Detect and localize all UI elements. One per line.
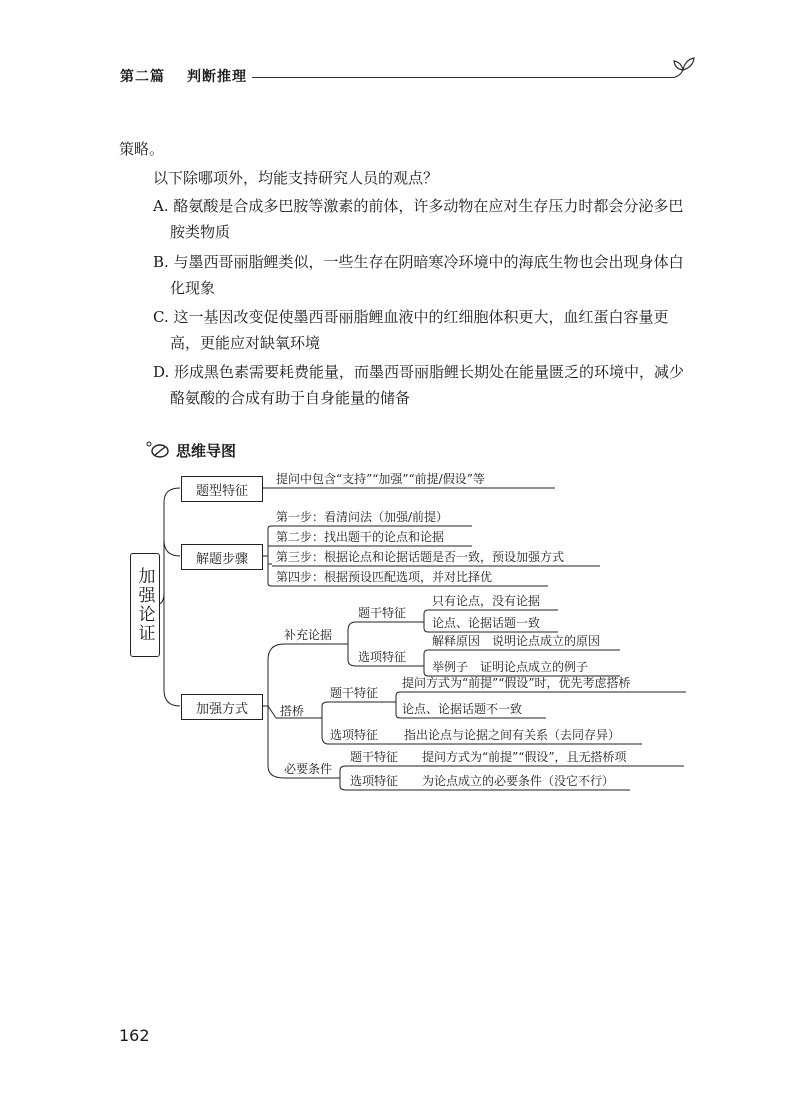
option-a-line1: A. 酪氨酸是合成多巴胺等激素的前体，许多动物在应对生存压力时都会分泌多巴 (153, 197, 684, 215)
sub-bridging: 搭桥 (280, 704, 305, 718)
node-solving-steps (181, 544, 263, 570)
mindmap-root-node (130, 553, 160, 657)
leaf-question-features: 提问中包含“支持”“加强”“前提/假设”等 (276, 472, 485, 486)
supplement-stem-features: 题干特征 (358, 606, 407, 620)
necessary-option-leaf: 为论点成立的必要条件（没它不行） (422, 774, 615, 788)
bridge-option-features: 选项特征 (330, 728, 379, 742)
step-4: 第四步：根据预设匹配选项，并对比择优 (276, 570, 493, 584)
chapter-label: 第二篇 (120, 69, 165, 85)
mindmap-title: 思维导图 (176, 442, 237, 460)
supplement-stem-leaf-2: 论点、论据话题一致 (432, 616, 541, 630)
node-label: 加强方式 (195, 701, 248, 717)
option-c-line1: C. 这一基因改变促使墨西哥丽脂鲤血液中的红细胞体积更大，血红蛋白容量更 (153, 308, 669, 326)
sub-supplement-evidence: 补充论据 (284, 628, 333, 642)
node-label: 解题步骤 (195, 551, 248, 567)
node-label: 题型特征 (195, 483, 248, 499)
option-c-line2: 高，更能应对缺氧环境 (170, 334, 321, 352)
step-1: 第一步：看清问法（加强/前提） (276, 510, 449, 524)
node-question-features (181, 476, 263, 502)
option-a-line2: 胺类物质 (170, 223, 231, 241)
root-label: 加强论证 (134, 567, 155, 643)
bridge-stem-features: 题干特征 (330, 686, 379, 700)
supplement-option-leaf-1: 解释原因 说明论点成立的原因 (432, 634, 601, 648)
page-number: 162 (119, 1026, 150, 1045)
question-stem: 以下除哪项外，均能支持研究人员的观点？ (153, 169, 439, 187)
step-3: 第三步：根据论点和论据话题是否一致，预设加强方式 (276, 550, 565, 564)
necessary-option-features: 选项特征 (350, 774, 399, 788)
necessary-stem-leaf: 提问方式为“前提”“假设”，且无搭桥项 (422, 750, 627, 764)
option-b-line1: B. 与墨西哥丽脂鲤类似，一些生存在阴暗寒冷环境中的海底生物也会出现身体白 (153, 253, 684, 271)
necessary-stem-features: 题干特征 (350, 750, 399, 764)
section-label: 判断推理 (187, 69, 247, 85)
node-strengthening-methods (181, 694, 263, 720)
sub-necessary-condition: 必要条件 (284, 762, 333, 776)
option-b-line2: 化现象 (170, 279, 216, 297)
supplement-stem-leaf-1: 只有论点，没有论据 (432, 594, 541, 608)
bridge-stem-leaf-1: 提问方式为“前提”“假设”时，优先考虑搭桥 (402, 676, 631, 690)
bridge-stem-leaf-2: 论点、论据话题不一致 (402, 702, 523, 716)
step-2: 第二步：找出题干的论点和论据 (276, 530, 445, 544)
supplement-option-features: 选项特征 (358, 650, 407, 664)
option-d-line1: D. 形成黑色素需要耗费能量，而墨西哥丽脂鲤长期处在能量匮乏的环境中，减少 (153, 363, 685, 381)
supplement-option-leaf-2: 举例子 证明论点成立的例子 (432, 660, 589, 674)
option-d-line2: 酪氨酸的合成有助于自身能量的储备 (170, 389, 411, 407)
paragraph-tail: 策略。 (119, 140, 165, 158)
bridge-option-leaf: 指出论点与论据之间有关系（去同存异） (404, 728, 621, 742)
